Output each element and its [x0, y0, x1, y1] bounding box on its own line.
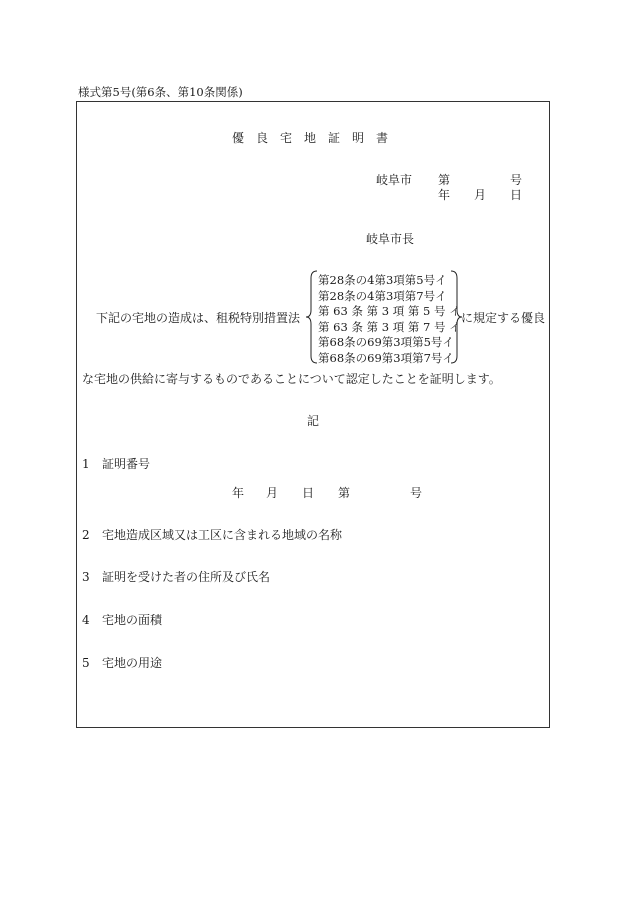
item-label: 証明番号 — [102, 457, 151, 471]
provision-item: 第 63 条 第 3 項 第 7 号 イ — [318, 319, 461, 334]
item-4 — [82, 614, 162, 626]
title-char: 証 — [328, 131, 341, 145]
item-5 — [82, 657, 162, 669]
issuer-mayor: 岐阜市長 — [366, 232, 415, 246]
issuer-day: 日 — [510, 188, 523, 202]
provision-item: 第 63 条 第 3 項 第 5 号 イ — [318, 304, 461, 318]
item-number: 4 — [82, 613, 90, 627]
cert-month: 月 — [266, 486, 279, 500]
cert-dai: 第 — [338, 486, 351, 500]
provision-item: 第68条の69第3項第5号イ — [318, 335, 454, 349]
title-char: 宅 — [280, 131, 293, 145]
item-2 — [82, 529, 342, 541]
left-brace — [305, 270, 319, 364]
title-char: 地 — [304, 131, 317, 145]
item-label: 宅地の面積 — [102, 613, 163, 627]
ki-heading: 記 — [307, 414, 320, 428]
certificate-title — [232, 132, 400, 144]
provision-list — [318, 272, 461, 365]
title-char: 明 — [352, 131, 365, 145]
item-label: 宅地の用途 — [102, 656, 163, 670]
statement-line2: な宅地の供給に寄与するものであることについて認定したことを証明します。 — [82, 372, 501, 386]
provision-item: 第68条の69第3項第7号イ — [318, 350, 454, 365]
item-number: 5 — [82, 656, 90, 670]
provision-item: 第28条の4第3項第7号イ — [318, 288, 447, 303]
provision-item: 第28条の4第3項第5号イ — [318, 273, 447, 287]
item-number: 2 — [82, 528, 90, 542]
issuer-month: 月 — [474, 188, 487, 202]
item-number: 3 — [82, 570, 90, 584]
form-label: 様式第5号(第6条、第10条関係) — [78, 85, 243, 99]
item-3 — [82, 571, 270, 583]
issuer-dai: 第 — [438, 173, 451, 187]
issuer-city: 岐阜市 — [376, 173, 413, 187]
cert-day: 日 — [302, 486, 315, 500]
item-1 — [82, 458, 150, 470]
item-label: 証明を受けた者の住所及び氏名 — [102, 570, 271, 584]
title-char: 書 — [376, 131, 389, 145]
item-number: 1 — [82, 457, 90, 471]
cert-year: 年 — [232, 486, 245, 500]
issuer-year: 年 — [438, 188, 451, 202]
title-char: 良 — [256, 131, 269, 145]
cert-go: 号 — [410, 486, 423, 500]
issuer-go: 号 — [510, 173, 523, 187]
title-char: 優 — [232, 131, 245, 145]
item-label: 宅地造成区域又は工区に含まれる地域の名称 — [102, 528, 343, 542]
statement-suffix: に規定する優良 — [461, 311, 546, 325]
statement-prefix: 下記の宅地の造成は、租税特別措置法 — [96, 311, 301, 325]
